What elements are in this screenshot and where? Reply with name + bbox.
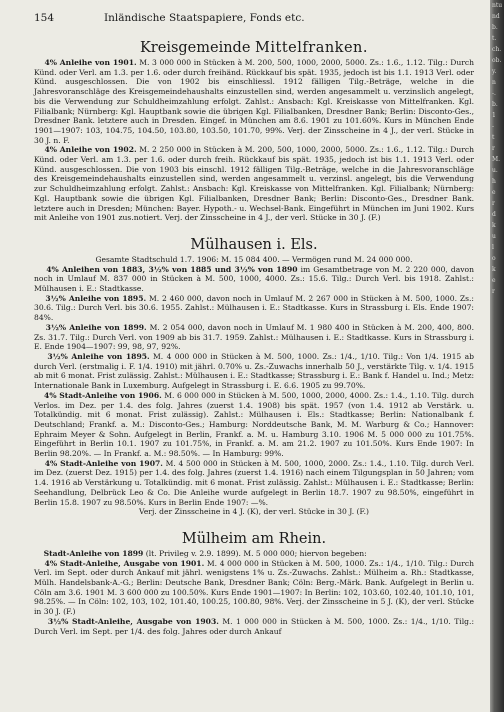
loan-text: M. 4 000 000 in Stücken à M. 500, 1000. Zs.: 1/4., 1/10. Tilg.: Durch Verl. im Sept. oder durch Ankauf mit jährl. wenigstens 1% u. Zs.-Zuwachs. Zahlst.: Mülheim a. Rh.: Stadtkasse, Mülh. Handelsbank-A.-G.; Berlin: Deutsche Bank, Dresdner Bank; Cöln: Berg.-Märk. Bank. Aufgelegt in Berlin u. Cöln am 3.6. 1901 M. 3 600 000 zu 100.50%. Kurs Ende 1901—1907: In Berlin: 102, 103.60, 102.40, 101.10, 101, 98.25%. — In Cöln: 102, 103, 102, 101.40, 100.25, 100.80, 98%. Verj. der Zinsscheine in 5 J. (K), der verl. Stücke in 30 J. (F.) — [34, 558, 474, 617]
loan-title: 3½% Anleihe von 1895. — [45, 293, 147, 303]
loan-text: (lt. Privileg v. 2.9. 1899). M. 5 000 000; hiervon begeben: — [143, 548, 367, 558]
loan-title: 4% Anleihe von 1901. — [44, 58, 137, 67]
section-title-main: Kreisgemeinde — [139, 40, 251, 56]
loan-text: M. 4 500 000 in Stücken à M. 500, 1000, 2000. Zs.: 1.4., 1.10. Tilg. durch Verl. im Dez. (zuerst Dez. 1915) per 1.4. des folg. Jahres (zuerst 1.4. 1916) nach einem Tilgungsplan in 50 Jahren; vom 1.4. 1916 ab Verstärkung u. Totalkündig. mit 6 monat. Frist zulässig. Zahlst.: Mülhausen i. E.: Stadtkasse; Berlin: Seehandlung, Delbrück Leo & Co. Die Anleihe wurde aufgelegt in Berlin 18.7. 1907 zu 98.50%, eingeführt in Berlin 15.8. 1907 zu 98.50%. Kurs in Berlin Ende 1907: —%. — [34, 458, 474, 507]
loan-title: 4% Stadt-Anleihe von 1906. — [44, 390, 162, 400]
loan-title: 3½% Anleihe von 1899. — [45, 322, 147, 332]
loan-entry — [34, 58, 474, 145]
section-closing: Verj. der Zinsscheine in 4 J. (K), der verl. Stücke in 30 J. (F.) — [139, 507, 369, 517]
loan-entry — [34, 323, 474, 352]
adjacent-page-edge-text: ntu nd b. t. ch. ob. y. n -. b. 1 - t r M. u. h e r d k u l o k e r — [492, 2, 503, 295]
page-header — [34, 12, 474, 26]
loan-text: M. 2 054 000, davon noch in Umlauf M. 1 980 400 in Stücken à M. 200, 400, 800. Zs. 31.7. Tilg.: Durch Verl. von 1909 ab bis 31.7. 1959. Zahlst.: Mülhausen i. E.: Stadtkasse. Kurs in Strassburg i. E. Ende 1904—1907: 99, 98, 97, 92%. — [34, 322, 475, 352]
loan-title: 3½% Stadt-Anleihe, Ausgabe von 1903. — [47, 616, 219, 626]
loan-entry — [34, 617, 474, 636]
loan-text: M. 6 000 000 in Stücken à M. 500, 1000, 2000, 4000. Zs.: 1.4., 1.10. Tilg. durch Verlos. im Dez. per 1.4. des folg. Jahres (zuerst 1.4. 1908) bis spät. 1957 (von 1.4. 1912 ab Verstärk. u. Totalkündig. mit 6 monat. Frist zulässig). Zahlst.: Mülhausen i. Els.: Stadtkasse; Berlin: Nationalbank f. Deutschland; Frankf. a. M.: Disconto-Ges.; Hamburg: Norddeutsche Bank, M. M. Warburg & Co.; Hannover: Ephraim Meyer & Sohn. Aufgelegt in Berlin, Frankf. a. M. u. Hamburg 3.10. 1906 M. 5 000 000 zu 101.75%. Eingeführt in Berlin 10.1. 1907 zu 101.75%, in Frankf. a. M. am 21.2. 1907 zu 101.50%. Kurs Ende 1907: In Berlin 98.20%. — In Frankf. a. M.: 98.50%. — In Hamburg: 99%. — [34, 390, 474, 459]
loan-entry — [34, 265, 474, 294]
loan-title: Stadt-Anleihe von 1899 — [43, 548, 144, 558]
section-title-main: Mülhausen — [190, 236, 272, 253]
page-content — [34, 36, 474, 636]
running-title: Inländische Staatspapiere, Fonds etc. — [104, 12, 305, 24]
loan-title: 3½% Anleihe von 1895. — [47, 351, 150, 361]
loan-text: M. 1 000 000 in Stücken à M. 500, 1000. Zs.: 1/4., 1/10. Tilg.: Durch Verl. im Sept. per 1/4. des folg. Jahres oder durch Ankauf — [34, 616, 474, 636]
loan-text: M. 4 000 000 in Stücken à M. 500, 1000. Zs.: 1/4., 1/10. Tilg.: Von 1/4. 1915 ab durch Verl. (erstmalig i. F. 1/4. 1910) mit jährl. 0.70% u. Zs.-Zuwachs innerhalb 50 J., verstärkte Tilg. v. 1/4. 1915 ab mit 6 monat. Frist zulässig. Zahlst.: Mülhausen i. E.: Stadtkasse; Strassburg i. E.: Bank f. Handel u. Ind.; Metz: Internationale Bank in Luxemburg. Aufgelegt in Strassburg i. E. 6.6. 1905 zu 99.70%. — [34, 351, 475, 391]
loan-text: M. 2 250 000 in Stücken à M. 200, 500, 1000, 2000, 5000. Zs.: 1.6., 1.12. Tilg.: Durch Künd. oder Verl. am 1.3. per 1.6. oder durch freih. Rückkauf bis spät. 1935, jedoch ist bis 1.1. 1913 Verl. oder Künd. ausgeschlossen. Die von 1903 bis einschl. 1912 fälligen Tilg.-Beträge, welche in die Jahresvoranschläge des Kreisgemeindehaushalts einzustellen sind, werden angesammelt u. verzinsl. angelegt, bis die Verwendung zur Schuldheimzahlung erfolgt. Zahlst.: Ansbach: Kgl. Kreiskasse von Mittelfranken. Kgl. Filialbank; Nürnberg: Kgl. Hauptbank sowie die übrigen Kgl. Filialbanken, Dresdner Bank; Berlin: Disconto-Ges., Dresdner Bank. letztere auch in Dresden; München: Bayer. Hypoth.- u. Wechsel-Bank. Eingeführt in München im Juni 1902. Kurs mit Anleihe von 1901 zus.notiert. Verj. der Zinsscheine in 4 J., der verl. Stücke in 30 J. (F.) — [34, 145, 474, 223]
loan-entry — [34, 459, 474, 508]
section-title-muelheim — [34, 531, 474, 547]
section-title-sub: Mittelfranken. — [255, 40, 369, 56]
section-title-main: Mülheim — [181, 530, 248, 547]
loan-text: im Gesamtbetrage von M. 2 220 000, davon noch in Umlauf M. 837 000 in Stücken à M. 500, 1000, 4000. Zs.: 15.6. Tilg.: Durch Verl. bis 1918. Zahlst.: Mülhausen i. E.: Stadtkasse. — [34, 264, 474, 294]
section-title-sub: i. Els. — [276, 236, 318, 253]
loan-entry — [34, 145, 474, 223]
section-title-mittelfranken — [34, 40, 474, 56]
loan-entry — [34, 294, 474, 323]
page-number: 154 — [34, 12, 55, 24]
loan-text: M. 3 000 000 in Stücken à M. 200, 500, 1000, 2000, 5000. Zs.: 1.6., 1.12. Tilg.: Durch Künd. oder Verl. am 1.3. per 1.6. oder durch freihänd. Rückkauf bis spät. 1935, jedoch ist bis 1.1. 1913 Verl. oder Künd. ausgeschlossen. Die von 1902 bis einschliessl. 1912 fälligen Tilg.-Beträge, welche in die Jahresvoranschläge des Kreisgemeindehaushalts einzustellen sind, werden angesammelt u. verzinslich angelegt, bis die Verwendung zur Schuldheimzahlung erfolgt. Zahlst.: Ansbach: Kgl. Kreiskasse von Mittelfranken. Kgl. Filialbank; Nürnberg: Kgl. Hauptbank sowie die übrigen Kgl. Filialbanken, Dresdner Bank; Berlin: Disconto-Ges., Dresdner Bank. letztere auch in Dresden. Eingef. in München am 8.6. 1901 zu 101.60%. Kurs in München Ende 1901—1907: 103, 104.75, 104.50, 103.80, 103.50, 101.70, 99%. Verj. der Zinsscheine in 4 J., der verl. Stücke in 30 J. n. F. — [34, 58, 474, 145]
loan-entry — [34, 549, 474, 559]
section-title-muelhausen — [34, 237, 474, 253]
loan-title: 4% Stadt-Anleihe von 1907. — [44, 458, 163, 468]
loan-entry — [34, 559, 474, 617]
loan-entry — [34, 391, 474, 459]
section-intro: Gesamte Stadtschuld 1.7. 1906: M. 15 084 400. — Vermögen rund M. 24 000 000. — [95, 254, 413, 264]
loan-entry — [34, 352, 474, 391]
loan-title: 4% Stadt-Anleihe, Ausgabe von 1901. — [44, 558, 205, 568]
loan-title: 4% Anleihen von 1883, 3½% von 1885 und 3½% von 1890 — [46, 264, 298, 274]
section-title-sub: am Rhein. — [251, 530, 327, 547]
loan-title: 4% Anleihe von 1902. — [44, 145, 137, 155]
loan-text: M. 2 460 000, davon noch in Umlauf M. 2 267 000 in Stücken à M. 500, 1000. Zs.: 30.6. Tilg.: Durch Verl. bis 30.6. 1955. Zahlst.: Mülhausen i. E.: Stadtkasse. Kurs in Strassburg i. Els. Ende 1907: 84%. — [34, 293, 474, 323]
